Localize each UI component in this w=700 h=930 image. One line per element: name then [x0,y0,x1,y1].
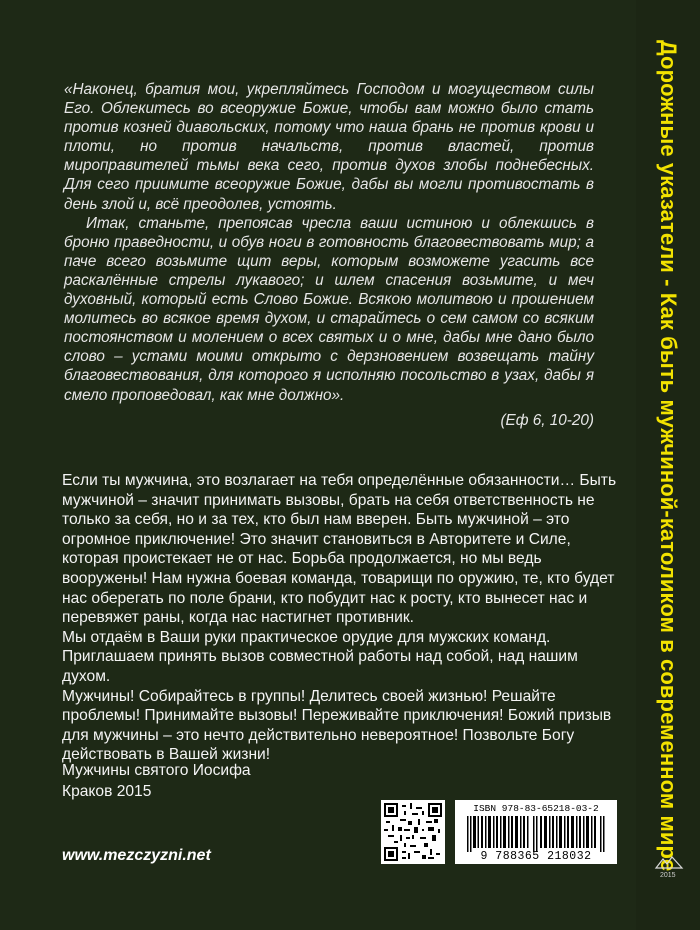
isbn-number: ISBN 978-83-65218-03-2 [473,803,599,814]
website-link[interactable]: www.mezczyzni.net [62,847,211,864]
scripture-quote [64,80,594,430]
spine-title: Дорожные указатели - Как быть мужчиной-католиком в современном мире [656,40,681,872]
publisher-logo-icon [654,854,684,870]
qr-code-icon [384,803,442,861]
logo-year: 2015 [660,872,676,879]
quote-paragraph-1: «Наконец, братия мои, укрепляйтесь Господом и могуществом силы Его. Облекитесь во всеоружие Божие, чтобы вам можно было стать против козней диавольских, потому что наша брань не против крови и плоти, но против начальств, против властей, против мироправителей тьмы века сего, против духов злобы поднебесных. Для сего приимите всеоружие Божие, дабы вы могли противостать в день злой и, всё преодолев, устоять. [64,81,594,213]
qr-code [381,800,445,864]
quote-citation: (Еф 6, 10-20) [500,411,594,429]
isbn-barcode [455,800,617,864]
signature-place-year: Краков 2015 [62,783,152,800]
signature-author: Мужчины святого Иосифа [62,762,251,779]
blurb-paragraph-2: Мы отдаём в Ваши руки практическое орудие для мужских команд. Приглашаем принять вызов совместной работы над собой, над нашим духом. [62,628,578,685]
signature [62,760,251,802]
blurb [62,471,622,765]
barcode-digits: 9 788365 218032 [480,850,592,863]
barcode-icon [467,816,605,852]
quote-paragraph-2: Итак, станьте, препоясав чресла ваши истиною и облекшись в броню праведности, и обув ноги в готовность благовествовать мир; а паче всего возьмите щит веры, которым возможете угасить все раскалённые стрелы лукавого; и шлем спасения возьмите, и меч духовный, который есть Слово Божие. Всякою молитвою и прошением молитесь во всякое время духом, и старайтесь о сем самом со всяким постоянством и молением о всех святых и о мне, дабы мне дано было слово – устами моими открыто с дерзновением возвещать тайну благовествования, для которого я исполняю посольство в узах, дабы я смело проповедовал, как мне должно». [64,214,594,404]
blurb-paragraph-1: Если ты мужчина, это возлагает на тебя определённые обязанности… Быть мужчиной – значит принимать вызовы, брать на себя ответственность не только за себя, но и за тех, кто был нам вверен. Быть мужчиной – это огромное приключение! Это значит становиться в Авторитете и Силе, которая проистекает не от нас. Борьба продолжается, но мы ведь вооружены! Нам нужна боевая команда, товарищи по оружию, те, кто будет нас оберегать по поле брани, кто побудит нас к росту, кто вынесет нас и перевяжет раны, когда нас настигнет противник. [62,472,617,627]
blurb-paragraph-3: Мужчины! Собирайтесь в группы! Делитесь своей жизнью! Решайте проблемы! Принимайте вызовы! Переживайте приключения! Божий призыв для мужчины – это нечто действительно невероятное! Позвольте Богу действовать в Вашей жизни! [62,687,612,764]
